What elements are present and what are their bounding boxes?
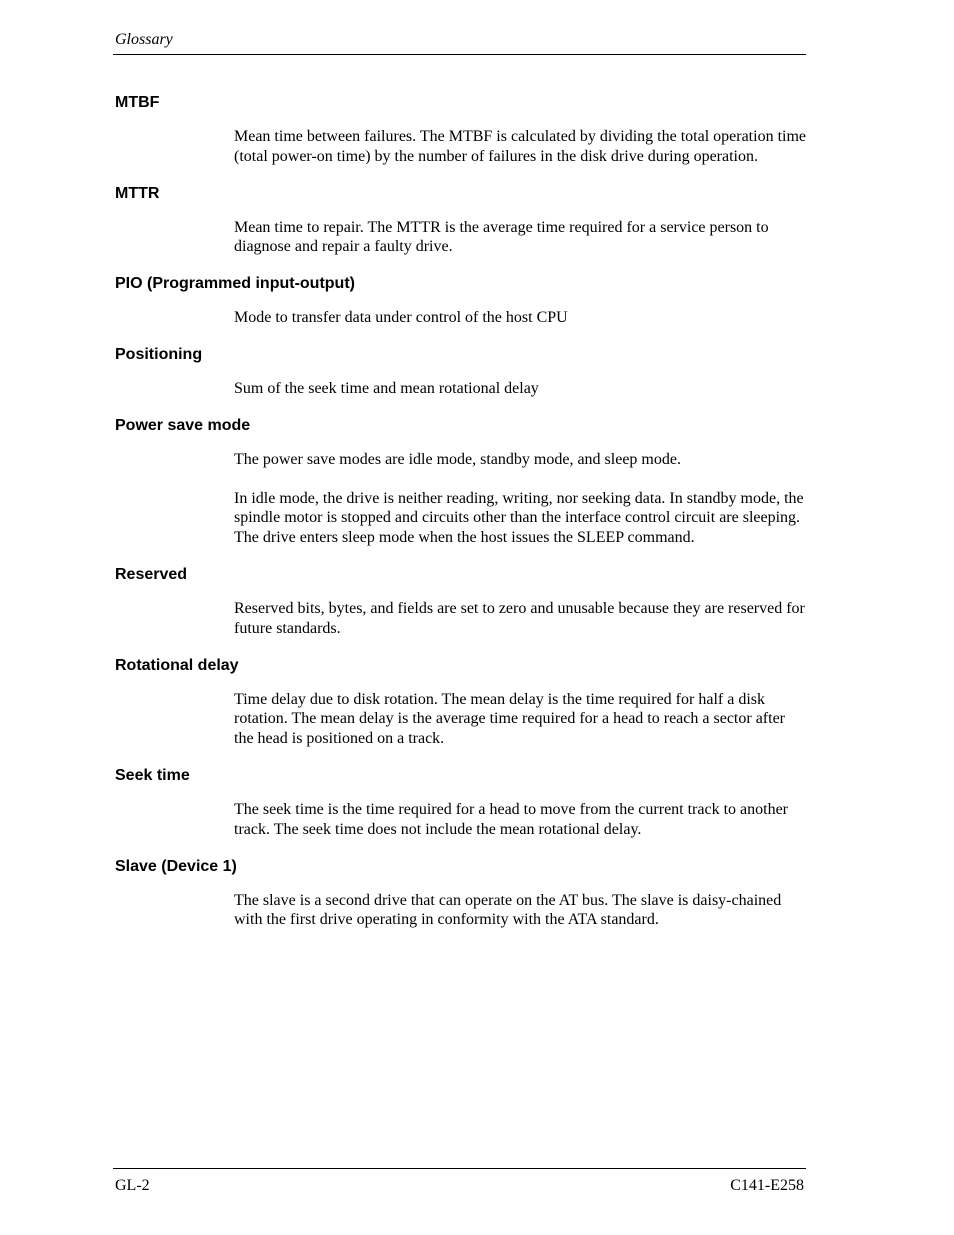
glossary-entry bbox=[115, 93, 806, 167]
glossary-definition: In idle mode, the drive is neither reading, writing, nor seeking data. In standby mode, the spindle motor is stopped and circuits other than the interface control circuit are sleeping. The drive enters sleep mode when the host issues the SLEEP command. bbox=[234, 489, 804, 547]
glossary-definition: Time delay due to disk rotation. The mean delay is the time required for half a disk rotation. The mean delay is the average time required for a head to reach a sector after the head is positioned on a track. bbox=[234, 690, 785, 748]
glossary-entry bbox=[115, 565, 806, 639]
document-id: C141-E258 bbox=[730, 1177, 804, 1194]
glossary-definition: The seek time is the time required for a head to move from the current track to another track. The seek time does not include the mean rotational delay. bbox=[234, 800, 789, 838]
glossary-definition: Reserved bits, bytes, and fields are set to zero and unusable because they are reserved for future standards. bbox=[234, 599, 805, 637]
glossary-term: Slave (Device 1) bbox=[115, 857, 237, 875]
glossary-entry bbox=[115, 857, 806, 931]
glossary-entry bbox=[115, 184, 806, 258]
glossary-entry bbox=[115, 416, 806, 548]
glossary-entry bbox=[115, 656, 806, 749]
glossary-entry bbox=[115, 766, 806, 840]
glossary-definition: Sum of the seek time and mean rotational delay bbox=[234, 379, 539, 397]
glossary-entry bbox=[115, 274, 806, 328]
glossary-term: Power save mode bbox=[115, 416, 251, 434]
glossary-term: MTTR bbox=[115, 184, 160, 202]
glossary-definition: Mean time to repair. The MTTR is the average time required for a service person to diagnose and repair a faulty drive. bbox=[234, 218, 769, 256]
glossary-definition: Mean time between failures. The MTBF is calculated by dividing the total operation time (total power-on time) by the number of failures in the disk drive during operation. bbox=[234, 128, 806, 165]
glossary-term: PIO (Programmed input-output) bbox=[115, 275, 355, 293]
glossary-term: MTBF bbox=[115, 94, 160, 111]
glossary-definition: The slave is a second drive that can operate on the AT bus. The slave is daisy-chained with the first drive operating in conformity with the ATA standard. bbox=[234, 891, 782, 929]
glossary-definition: The power save modes are idle mode, standby mode, and sleep mode. bbox=[234, 450, 681, 468]
glossary-entry bbox=[115, 345, 806, 399]
glossary-term: Rotational delay bbox=[115, 656, 239, 674]
footer-rule bbox=[113, 1168, 806, 1169]
glossary-definition: Mode to transfer data under control of the host CPU bbox=[234, 309, 568, 327]
glossary-list bbox=[115, 93, 806, 947]
glossary-term: Seek time bbox=[115, 766, 190, 784]
running-header: Glossary bbox=[115, 31, 173, 48]
glossary-term: Reserved bbox=[115, 565, 188, 583]
page-number: GL-2 bbox=[115, 1177, 150, 1194]
glossary-term: Positioning bbox=[115, 345, 203, 363]
header-rule bbox=[113, 54, 806, 55]
